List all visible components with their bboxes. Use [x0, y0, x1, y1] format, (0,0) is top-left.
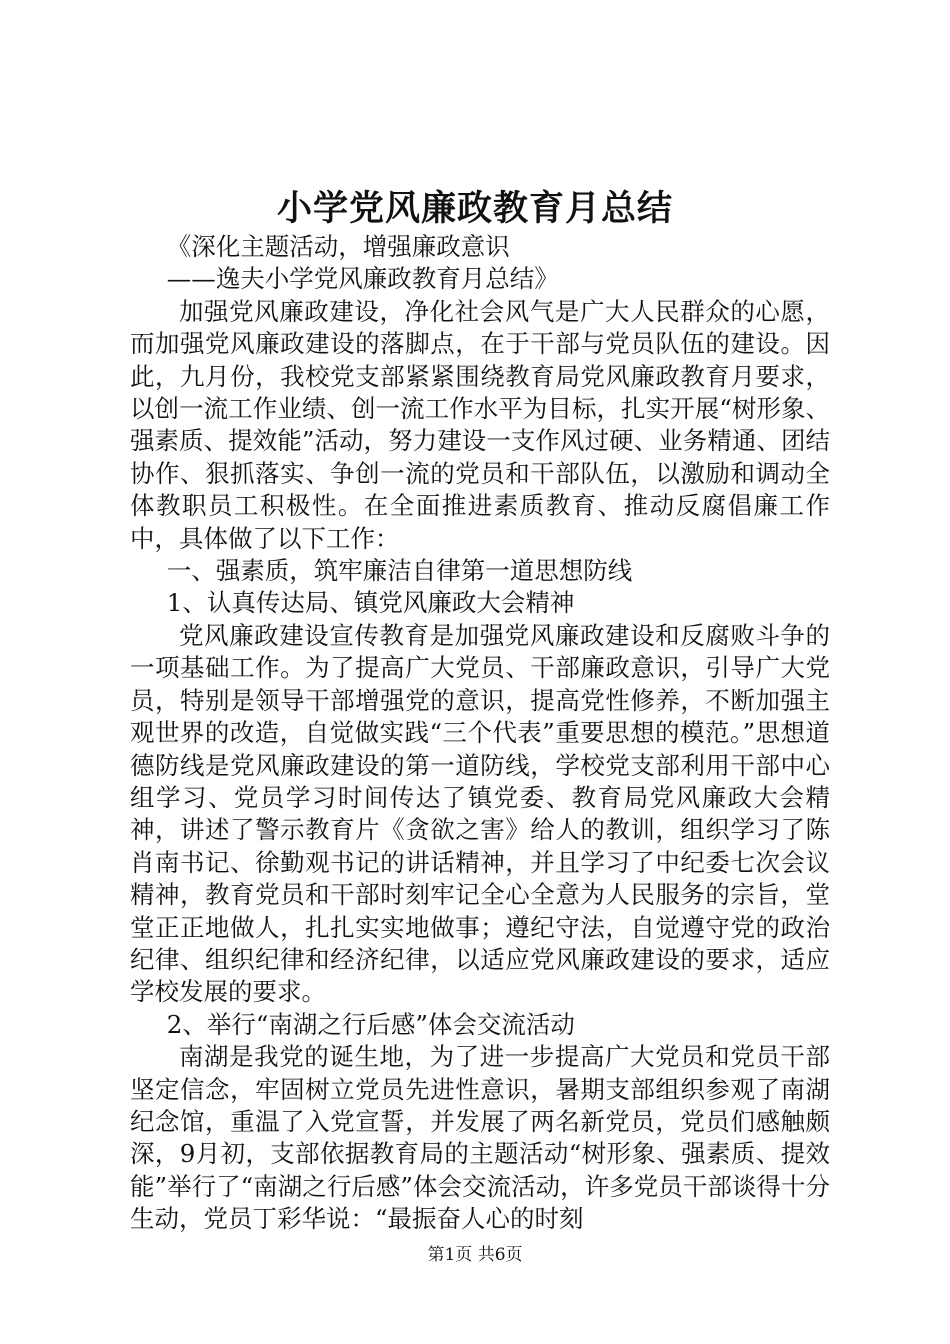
subtitle-line-1: 《深化主题活动，增强廉政意识 [166, 232, 510, 261]
subsection-heading-1: 1、认真传达局、镇党风廉政大会精神 [166, 588, 575, 618]
body-paragraph-2: 南湖是我党的诞生地，为了进一步提高广大党员和党员干部坚定信念，牢固树立党员先进性意识，暑期支部组织参观了南湖纪念馆，重温了入党宣誓，并发展了两名新党员，党员们感触颇深，9月初，支部依据教育局的主题活动“树形象、强素质、提效能”举行了“南湖之行后感”体会交流活动，许多党员干部谈得十分生动，党员丁彩华说：“最振奋人心的时刻 [130, 1042, 830, 1234]
section-heading-1: 一、强素质，筑牢廉洁自律第一道思想防线 [166, 556, 633, 586]
subsection-heading-2: 2、举行“南湖之行后感”体会交流活动 [166, 1009, 575, 1039]
body-paragraph-1: 党风廉政建设宣传教育是加强党风廉政建设和反腐败斗争的一项基础工作。为了提高广大党员、干部廉政意识，引导广大党员，特别是领导干部增强党的意识，提高党性修养，不断加强主观世界的改造，自觉做实践“三个代表”重要思想的模范。”思想道德防线是党风廉政建设的第一道防线，学校党支部利用干部中心组学习、党员学习时间传达了镇党委、教育局党风廉政大会精神，讲述了警示教育片《贪欲之害》给人的教训，组织学习了陈肖南书记、徐勤观书记的讲话精神，并且学习了中纪委七次会议精神，教育党员和干部时刻牢记全心全意为人民服务的宗旨，堂堂正正地做人，扎扎实实地做事；遵纪守法，自觉遵守党的政治纪律、组织纪律和经济纪律，以适应党风廉政建设的要求，适应学校发展的要求。 [130, 620, 830, 1007]
page-number: 第1页 共6页 [427, 1245, 523, 1265]
document-body [130, 231, 830, 1236]
document-title: 小学党风廉政教育月总结 [276, 188, 673, 229]
intro-paragraph: 加强党风廉政建设，净化社会风气是广大人民群众的心愿，而加强党风廉政建设的落脚点，在于干部与党员队伍的建设。因此，九月份，我校党支部紧紧围绕教育局党风廉政教育月要求，以创一流工作业绩、创一流工作水平为目标，扎实开展“树形象、强素质、提效能”活动，努力建设一支作风过硬、业务精通、团结协作、狠抓落实、争创一流的党员和干部队伍，以激励和调动全体教职员工积极性。在全面推进素质教育、推动反腐倡廉工作中，具体做了以下工作： [130, 296, 830, 553]
subtitle-line-2: ——逸夫小学党风廉政教育月总结》 [166, 264, 559, 294]
